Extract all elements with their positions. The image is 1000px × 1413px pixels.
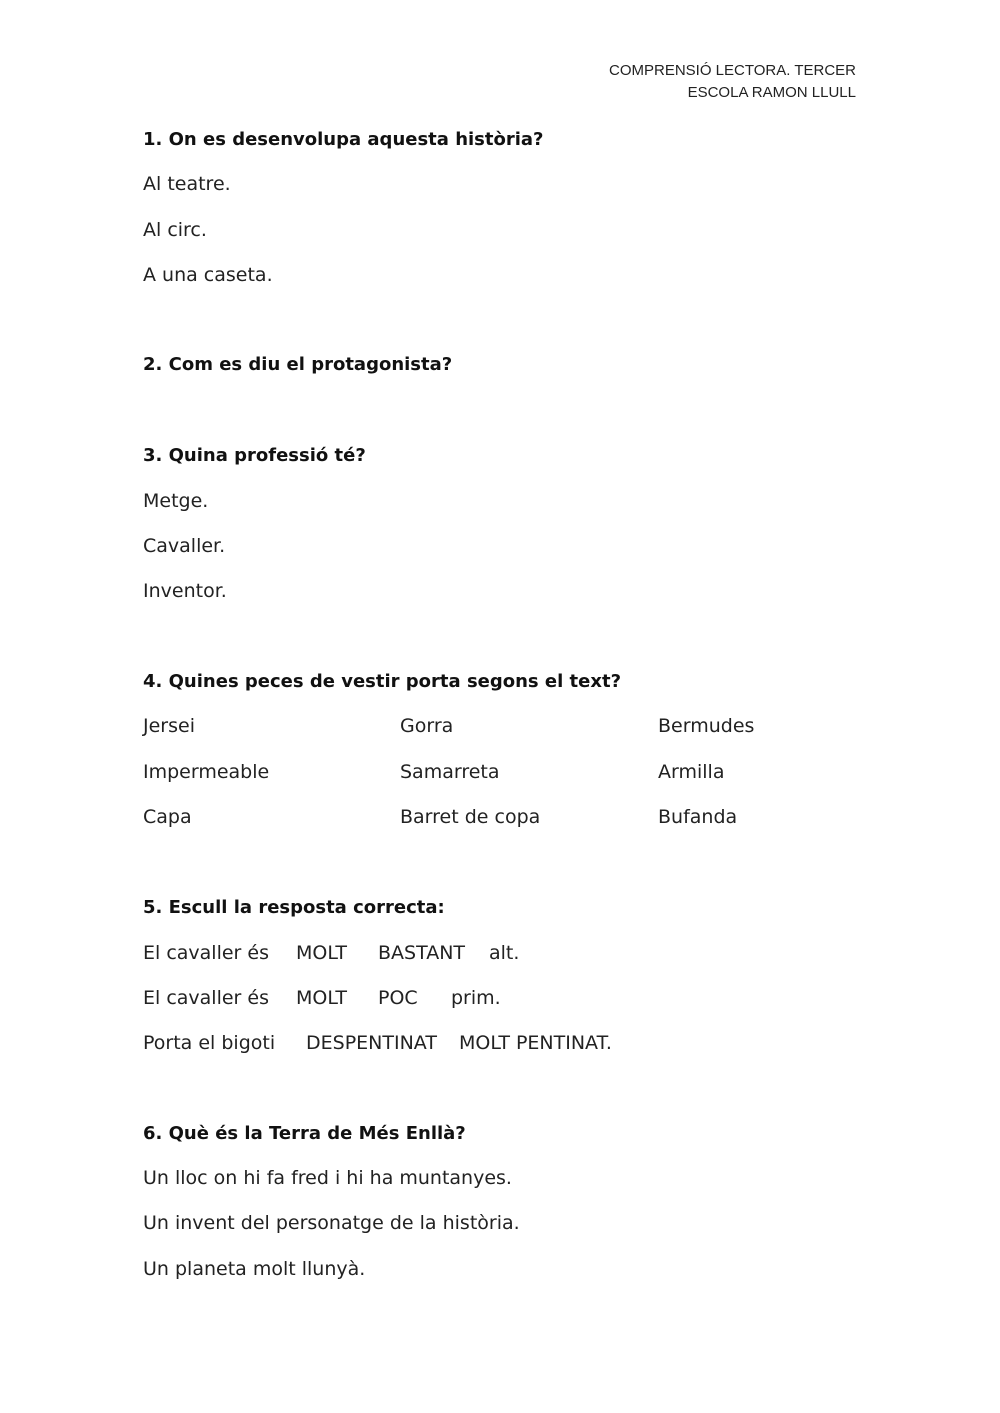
q4-item-samarreta[interactable]: Samarreta xyxy=(400,761,500,783)
q4-item-jersei[interactable]: Jersei xyxy=(143,715,195,737)
q4-item-barret-de-copa[interactable]: Barret de copa xyxy=(400,806,541,828)
question-3-title: 3. Quina professió té? xyxy=(143,445,366,466)
question-1-title: 1. On es desenvolupa aquesta història? xyxy=(143,129,544,150)
question-2-title: 2. Com es diu el protagonista? xyxy=(143,354,453,375)
q1-option-1[interactable]: Al teatre. xyxy=(143,173,231,195)
q5-row-2-suffix: prim. xyxy=(451,987,501,1009)
q6-option-2[interactable]: Un invent del personatge de la història. xyxy=(143,1212,520,1234)
q5-row-3-choice-a[interactable]: DESPENTINAT xyxy=(306,1032,437,1054)
q5-row-3-prefix: Porta el bigoti xyxy=(143,1032,276,1054)
page-header xyxy=(609,60,856,104)
q5-row-2-choice-b[interactable]: POC xyxy=(378,987,418,1009)
q3-option-3[interactable]: Inventor. xyxy=(143,580,227,602)
q5-row-2-prefix: El cavaller és xyxy=(143,987,269,1009)
q5-row-1-choice-b[interactable]: BASTANT xyxy=(378,942,466,964)
q6-option-1[interactable]: Un lloc on hi fa fred i hi ha muntanyes. xyxy=(143,1167,512,1189)
q4-item-armilla[interactable]: Armilla xyxy=(658,761,725,783)
q1-option-3[interactable]: A una caseta. xyxy=(143,264,273,286)
q1-option-2[interactable]: Al circ. xyxy=(143,219,207,241)
q4-item-gorra[interactable]: Gorra xyxy=(400,715,454,737)
q4-item-bermudes[interactable]: Bermudes xyxy=(658,715,755,737)
q5-row-1-suffix: alt. xyxy=(489,942,520,964)
q3-option-2[interactable]: Cavaller. xyxy=(143,535,226,557)
question-6-title: 6. Què és la Terra de Més Enllà? xyxy=(143,1123,466,1144)
question-4-title: 4. Quines peces de vestir porta segons el text? xyxy=(143,671,622,692)
q5-row-2-choice-a[interactable]: MOLT xyxy=(296,987,347,1009)
q5-row-1-choice-a[interactable]: MOLT xyxy=(296,942,347,964)
header-title: COMPRENSIÓ LECTORA. TERCER xyxy=(609,62,856,79)
question-5-title: 5. Escull la resposta correcta: xyxy=(143,897,445,918)
header-school: ESCOLA RAMON LLULL xyxy=(687,84,856,101)
q6-option-3[interactable]: Un planeta molt llunyà. xyxy=(143,1258,366,1280)
q5-row-1-prefix: El cavaller és xyxy=(143,942,269,964)
q3-option-1[interactable]: Metge. xyxy=(143,490,209,512)
q5-row-3-choice-b[interactable]: MOLT PENTINAT. xyxy=(459,1032,612,1054)
q4-item-impermeable[interactable]: Impermeable xyxy=(143,761,270,783)
q4-item-bufanda[interactable]: Bufanda xyxy=(658,806,738,828)
q4-item-capa[interactable]: Capa xyxy=(143,806,192,828)
